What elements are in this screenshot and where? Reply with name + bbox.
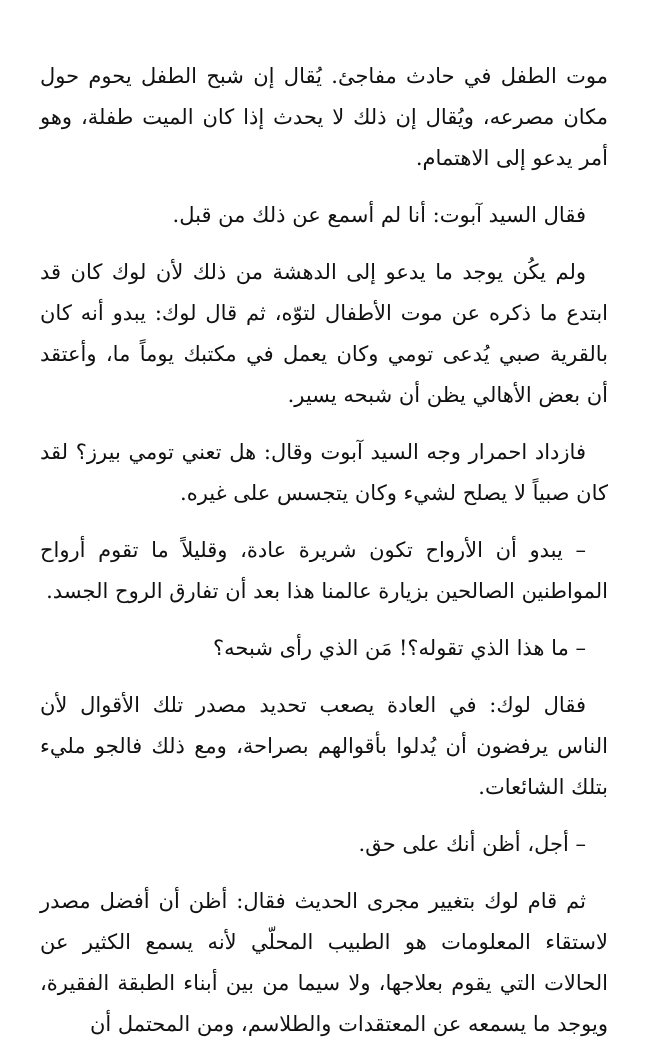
paragraph-2: فقال السيد آبوت: أنا لم أسمع عن ذلك من قبل. <box>172 203 586 227</box>
paragraph-4: فازداد احمرار وجه السيد آبوت وقال: هل تعني تومي بيرز؟ لقد كان صبياً لا يصلح لشيء وكان يتجسس على غيره. <box>40 440 608 505</box>
paragraph-6: – ما هذا الذي تقوله؟! مَن الذي رأى شبحه؟ <box>213 636 586 660</box>
book-page <box>40 56 608 1045</box>
paragraph-1: موت الطفل في حادث مفاجئ. يُقال إن شبح الطفل يحوم حول مكان مصرعه، ويُقال إن ذلك لا يحدث إذا كان الميت طفلة، وهو أمر يدعو إلى الاهتمام. <box>40 64 608 170</box>
paragraph-9: ثم قام لوك بتغيير مجرى الحديث فقال: أظن أن أفضل مصدر لاستقاء المعلومات هو الطبيب المحلّي لأنه يسمع الكثير عن الحالات التي يقوم بعلاجها، ولا سيما من بين أبناء الطبقة الفقيرة، ويوجد ما يسمعه عن المعتقدات والطلاسم، ومن المحتمل أن <box>40 889 609 1036</box>
paragraph-8: – أجل، أظن أنك على حق. <box>358 832 586 856</box>
paragraph-3: ولم يكُن يوجد ما يدعو إلى الدهشة من ذلك لأن لوك كان قد ابتدع ما ذكره عن موت الأطفال لتوّه، ثم قال لوك: يبدو أنه كان بالقرية صبي يُدعى تومي وكان يعمل في مكتبك يوماً ما، وأعتقد أن بعض الأهالي يظن أن شبحه يسير. <box>40 260 608 407</box>
paragraph-5: – يبدو أن الأرواح تكون شريرة عادة، وقليلاً ما تقوم أرواح المواطنين الصالحين بزيارة عالمنا هذا بعد أن تفارق الروح الجسد. <box>40 538 608 603</box>
paragraph-7: فقال لوك: في العادة يصعب تحديد مصدر تلك الأقوال لأن الناس يرفضون أن يُدلوا بأقوالهم بصراحة، ومع ذلك فالجو مليء بتلك الشائعات. <box>40 693 608 799</box>
